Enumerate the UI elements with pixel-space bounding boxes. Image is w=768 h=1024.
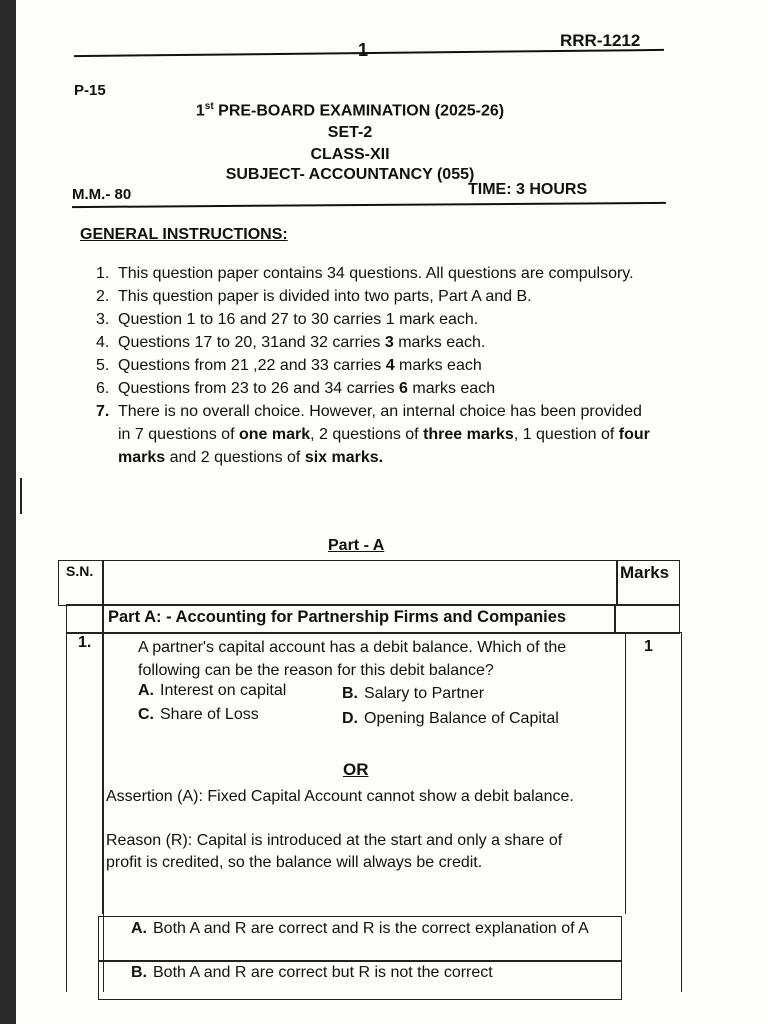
paper-id: P-15 bbox=[74, 82, 106, 99]
answer-option-a: A. Both A and R are correct and R is the correct explanation of A bbox=[98, 916, 622, 962]
page-number: 1 bbox=[358, 40, 369, 60]
instruction-item: 5. Questions from 21 ,22 and 33 carries 4 marks each bbox=[96, 357, 482, 374]
option-a: A. Interest on capital bbox=[138, 682, 287, 699]
or-label: OR bbox=[343, 760, 369, 779]
option-b: B. Salary to Partner bbox=[342, 685, 485, 702]
instruction-item: 3. Question 1 to 16 and 27 to 30 carries 1 mark each. bbox=[96, 311, 479, 328]
exam-title: 1st PRE-BOARD EXAMINATION (2025-26) bbox=[195, 101, 505, 120]
time-allowed: TIME: 3 HOURS bbox=[468, 181, 588, 198]
paper-code: RRR-1212 bbox=[560, 31, 641, 50]
page-edge-shadow bbox=[0, 0, 16, 1024]
answer-option-b: B. Both A and R are correct but R is not the correct bbox=[98, 960, 622, 1000]
question-text: A partner's capital account has a debit balance. Which of the following can be the reason for this debit balance? bbox=[138, 639, 567, 679]
instruction-item: 2. This question paper is divided into two parts, Part A and B. bbox=[96, 288, 532, 305]
question-number: 1. bbox=[78, 634, 92, 651]
margin-pen-mark bbox=[20, 478, 22, 514]
instruction-item: 1. This question paper contains 34 questions. All questions are compulsory. bbox=[96, 265, 634, 282]
section-marks-cell bbox=[614, 604, 680, 634]
max-marks: M.M.- 80 bbox=[72, 186, 132, 203]
column-sn-header: S.N. bbox=[66, 563, 94, 579]
header-bottom-rule bbox=[72, 202, 666, 208]
reason-text: Reason (R): Capital is introduced at the start and only a share of profit is credited, so the balance will always be credit. bbox=[106, 832, 563, 871]
column-marks-header: Marks bbox=[620, 563, 670, 582]
section-heading: Part A: - Accounting for Partnership Firms and Companies bbox=[108, 608, 567, 626]
instruction-item: 7. There is no overall choice. However, an internal choice has been provided in 7 questions of one mark, 2 questions of three marks, 1 question of four marks and 2 questions of six marks. bbox=[96, 403, 650, 466]
assertion-text: Assertion (A): Fixed Capital Account cannot show a debit balance. bbox=[106, 788, 574, 805]
instructions-list bbox=[96, 262, 656, 469]
question-marks: 1 bbox=[644, 638, 653, 655]
table-header-question-cell bbox=[102, 560, 618, 606]
section-sn-cell bbox=[66, 604, 104, 634]
instructions-title: GENERAL INSTRUCTIONS: bbox=[80, 226, 288, 243]
instruction-item: 4. Questions 17 to 20, 31and 32 carries 3 marks each. bbox=[96, 334, 486, 351]
option-d: D. Opening Balance of Capital bbox=[342, 710, 559, 727]
set-label: SET-2 bbox=[327, 124, 373, 141]
option-c: C. Share of Loss bbox=[138, 706, 259, 723]
instruction-item: 6. Questions from 23 to 26 and 34 carries 6 marks each bbox=[96, 380, 496, 397]
question-marks-cell bbox=[626, 632, 682, 992]
class-label: CLASS-XII bbox=[310, 146, 390, 163]
subject-label: SUBJECT- ACCOUNTANCY (055) bbox=[225, 166, 475, 183]
part-title: Part - A bbox=[328, 537, 385, 554]
